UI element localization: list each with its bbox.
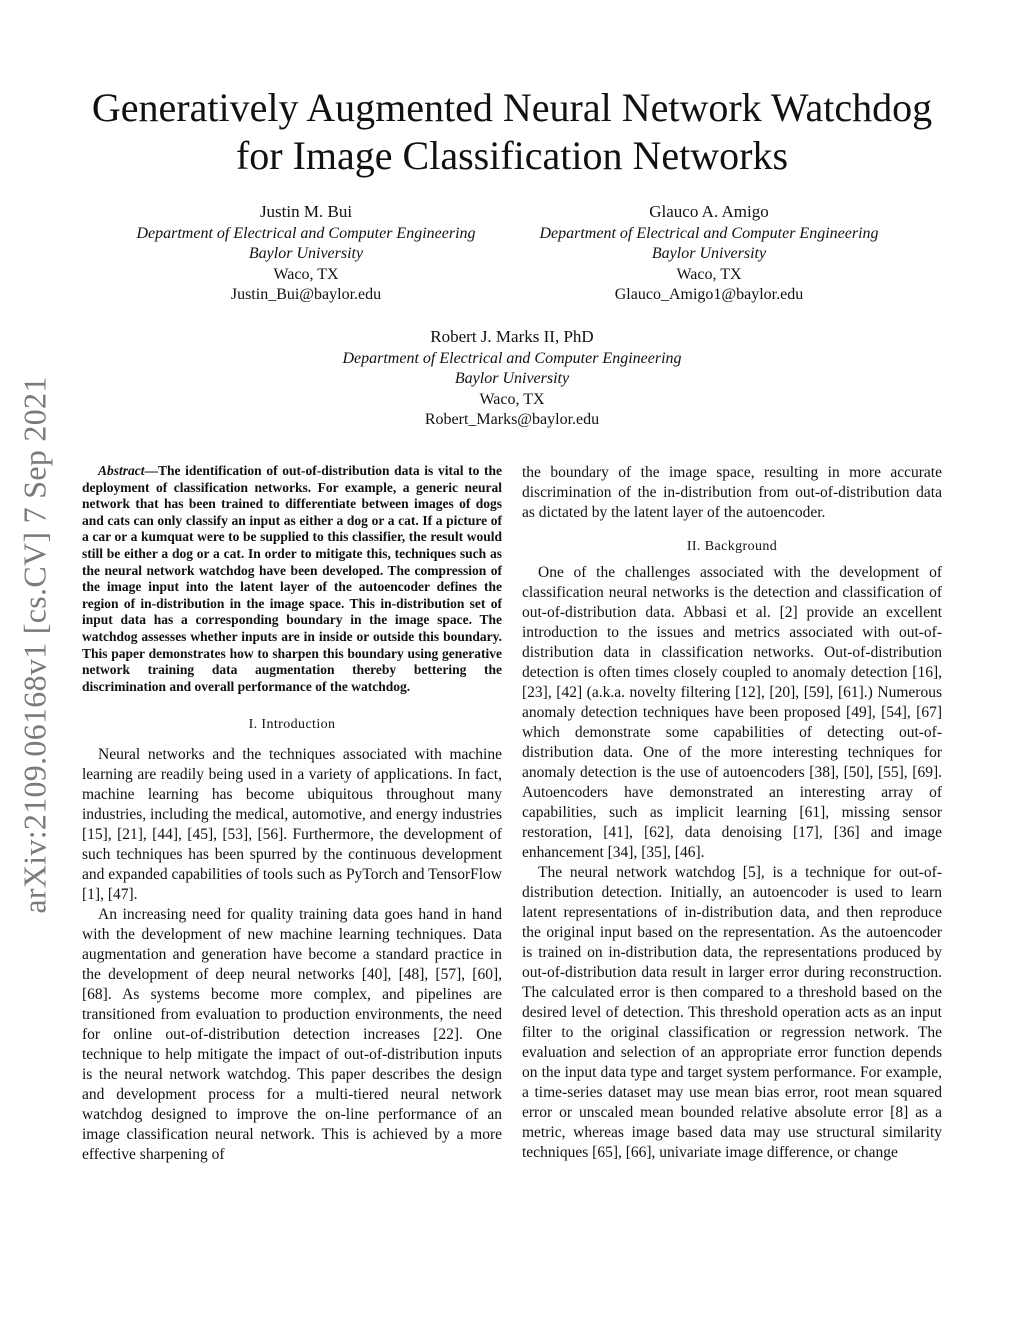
arxiv-identifier: arXiv:2109.06168v1 [cs.CV] 7 Sep 2021 [16, 376, 53, 914]
title-line-2: for Image Classification Networks [235, 133, 789, 178]
intro-paragraph-1: Neural networks and the techniques associated with machine learning are readily being used in a variety of applications. In fact, machine learning has become ubiquitous throughout many industries, including the medical, automotive, and energy industries [15], [21], [44], [45], [53], [56]. Furthermore, the development of such techniques has been spurred by the continuous development and expanded capabilities of tools such as PyTorch and TensorFlow [1], [47]. [82, 746, 502, 904]
abstract-text: —The identification of out-of-distribution data is vital to the deployment of classification networks. For example, a generic neural network that has been trained to differentiate between images of dogs and cats can only classify an input as either a dog or a cat. If a picture of a car or a kumquat were to be supplied to this classifier, the result would still be either a dog or a cat. In order to mitigate this, techniques such as the neural network watchdog have been developed. The compression of the image input into the latent layer of the autoencoder defines the region of in-distribution in the image space. This in-distribution set of input data has a corresponding boundary in the image space. The watchdog assesses whether inputs are in inside or outside this boundary. This paper demonstrates how to sharpen this boundary using generative network training data augmentation thereby bettering the discrimination and overall performance of the watchdog. [82, 463, 502, 694]
section-heading-introduction: I. Introduction [248, 717, 336, 733]
author-email: Justin_Bui@baylor.edu [230, 286, 382, 303]
author-location: Waco, TX [273, 265, 339, 283]
author-university: Baylor University [248, 245, 364, 262]
author-university: Baylor University [454, 370, 570, 387]
author-block-3 [302, 327, 722, 431]
author-university: Baylor University [651, 245, 767, 262]
intro-paragraph-continued: the boundary of the image space, resulting in more accurate discrimination of the in-distribution from out-of-distribution data as dictated by the latent layer of the autoencoder. [522, 464, 942, 521]
author-block-2 [499, 202, 919, 306]
author-block-1 [96, 202, 516, 306]
paper-title [60, 84, 964, 180]
author-name: Robert J. Marks II, PhD [430, 327, 594, 346]
author-name: Glauco A. Amigo [649, 202, 769, 221]
author-email: Robert_Marks@baylor.edu [424, 411, 600, 428]
arxiv-sidebar [10, 360, 60, 930]
left-column [82, 463, 502, 1165]
background-paragraph-1: One of the challenges associated with the development of classification neural networks is the detection and classification of out-of-distribution data. Abbasi et al. [2] provide an excellent introduction to the issues and metrics associated with out-of-distribution data in classification networks. Out-of-distribution detection is often times closely coupled to anomaly detection [16], [23], [42] (a.k.a. novelty filtering [12], [20], [59], [61].) Numerous anomaly detection techniques have been proposed [49], [54], [67] which demonstrate some capabilities of detecting out-of-distribution data. One of the more interesting techniques for anomaly detection is the use of autoencoders [38], [50], [55], [69]. Autoencoders have demonstrated an interesting array of capabilities, such as implicit learning [61], missing sensor restoration, [41], [62], data denoising [17], [36] and image enhancement [34], [35], [46]. [522, 564, 942, 861]
abstract [82, 463, 502, 695]
author-name: Justin M. Bui [259, 202, 353, 221]
abstract-label: Abstract [98, 463, 145, 478]
title-line-1: Generatively Augmented Neural Network Watchdog [91, 85, 933, 130]
author-email: Glauco_Amigo1@baylor.edu [614, 286, 804, 303]
author-department: Department of Electrical and Computer Engineering [342, 349, 682, 367]
author-location: Waco, TX [676, 265, 742, 283]
author-department: Department of Electrical and Computer Engineering [136, 224, 476, 242]
author-department: Department of Electrical and Computer Engineering [539, 224, 879, 242]
author-location: Waco, TX [479, 390, 545, 408]
right-column [522, 463, 942, 1163]
background-paragraph-2: The neural network watchdog [5], is a technique for out-of-distribution detection. Initially, an autoencoder is used to learn latent representations of in-distribution data, and then reproduce the original input based on the representation. As the autoencoder is trained on in-distribution data, the representations produced by out-of-distribution data result in larger error during reconstruction. The calculated error is then compared to a threshold based on the desired level of detection. This threshold operation acts as an input filter to the original classification or regression network. The evaluation and selection of an appropriate error function depends on the input data type and target system performance. For example, a time-series dataset may use mean bias error, root mean squared error or unscaled mean bounded relative absolute error [8] as a metric, whereas image based data may use structural similarity techniques [65], [66], univariate image difference, or change [522, 864, 942, 1161]
section-heading-background: II. Background [686, 539, 778, 554]
intro-paragraph-2: An increasing need for quality training data goes hand in hand with the development of new machine learning techniques. Data augmentation and generation have become a standard practice in the development of deep neural networks [40], [48], [57], [60], [68]. As systems become more complex, and pipelines are transitioned from evaluation to production environments, the need for online out-of-distribution detection increases [22]. One technique to help mitigate the impact of out-of-distribution inputs is the neural network watchdog. This paper describes the design and development process for a multi-tiered neural network watchdog designed to improve the on-line performance of an image classification neural network. This is achieved by a more effective sharpening of [82, 906, 502, 1164]
